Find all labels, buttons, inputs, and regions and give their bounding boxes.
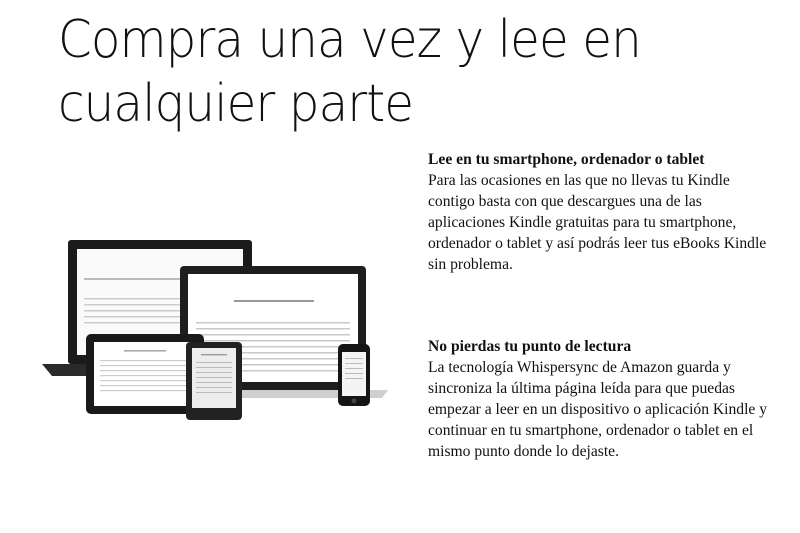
section-body: Para las ocasiones en las que no llevas tu Kindle contigo basta con que descargues una de las aplicaciones Kindle gratuitas para tu smartphone, ordenador o tablet y así podrás leer tus eBooks Kindle sin problema. <box>428 172 767 273</box>
kindle-ereader-device <box>186 342 242 420</box>
smartphone-device <box>338 344 370 406</box>
section-title: Lee en tu smartphone, ordenador o tablet <box>428 151 705 168</box>
headline <box>58 8 653 136</box>
section-body: La tecnología Whispersync de Amazon guarda y sincroniza la última página leída para que puedas empezar a leer en un dispositivo o aplicación Kindle y continuar en tu smartphone, ordenador o tablet en el mismo punto donde lo dejaste. <box>428 359 768 460</box>
headline-line-2: cualquier parte <box>58 74 414 134</box>
section-read-anywhere <box>428 149 773 275</box>
devices-image <box>36 236 390 426</box>
headline-line-1: Compra una vez y lee en <box>58 10 641 70</box>
devices-illustration <box>36 236 390 426</box>
section-whispersync <box>428 336 773 462</box>
section-title: No pierdas tu punto de lectura <box>428 338 632 355</box>
